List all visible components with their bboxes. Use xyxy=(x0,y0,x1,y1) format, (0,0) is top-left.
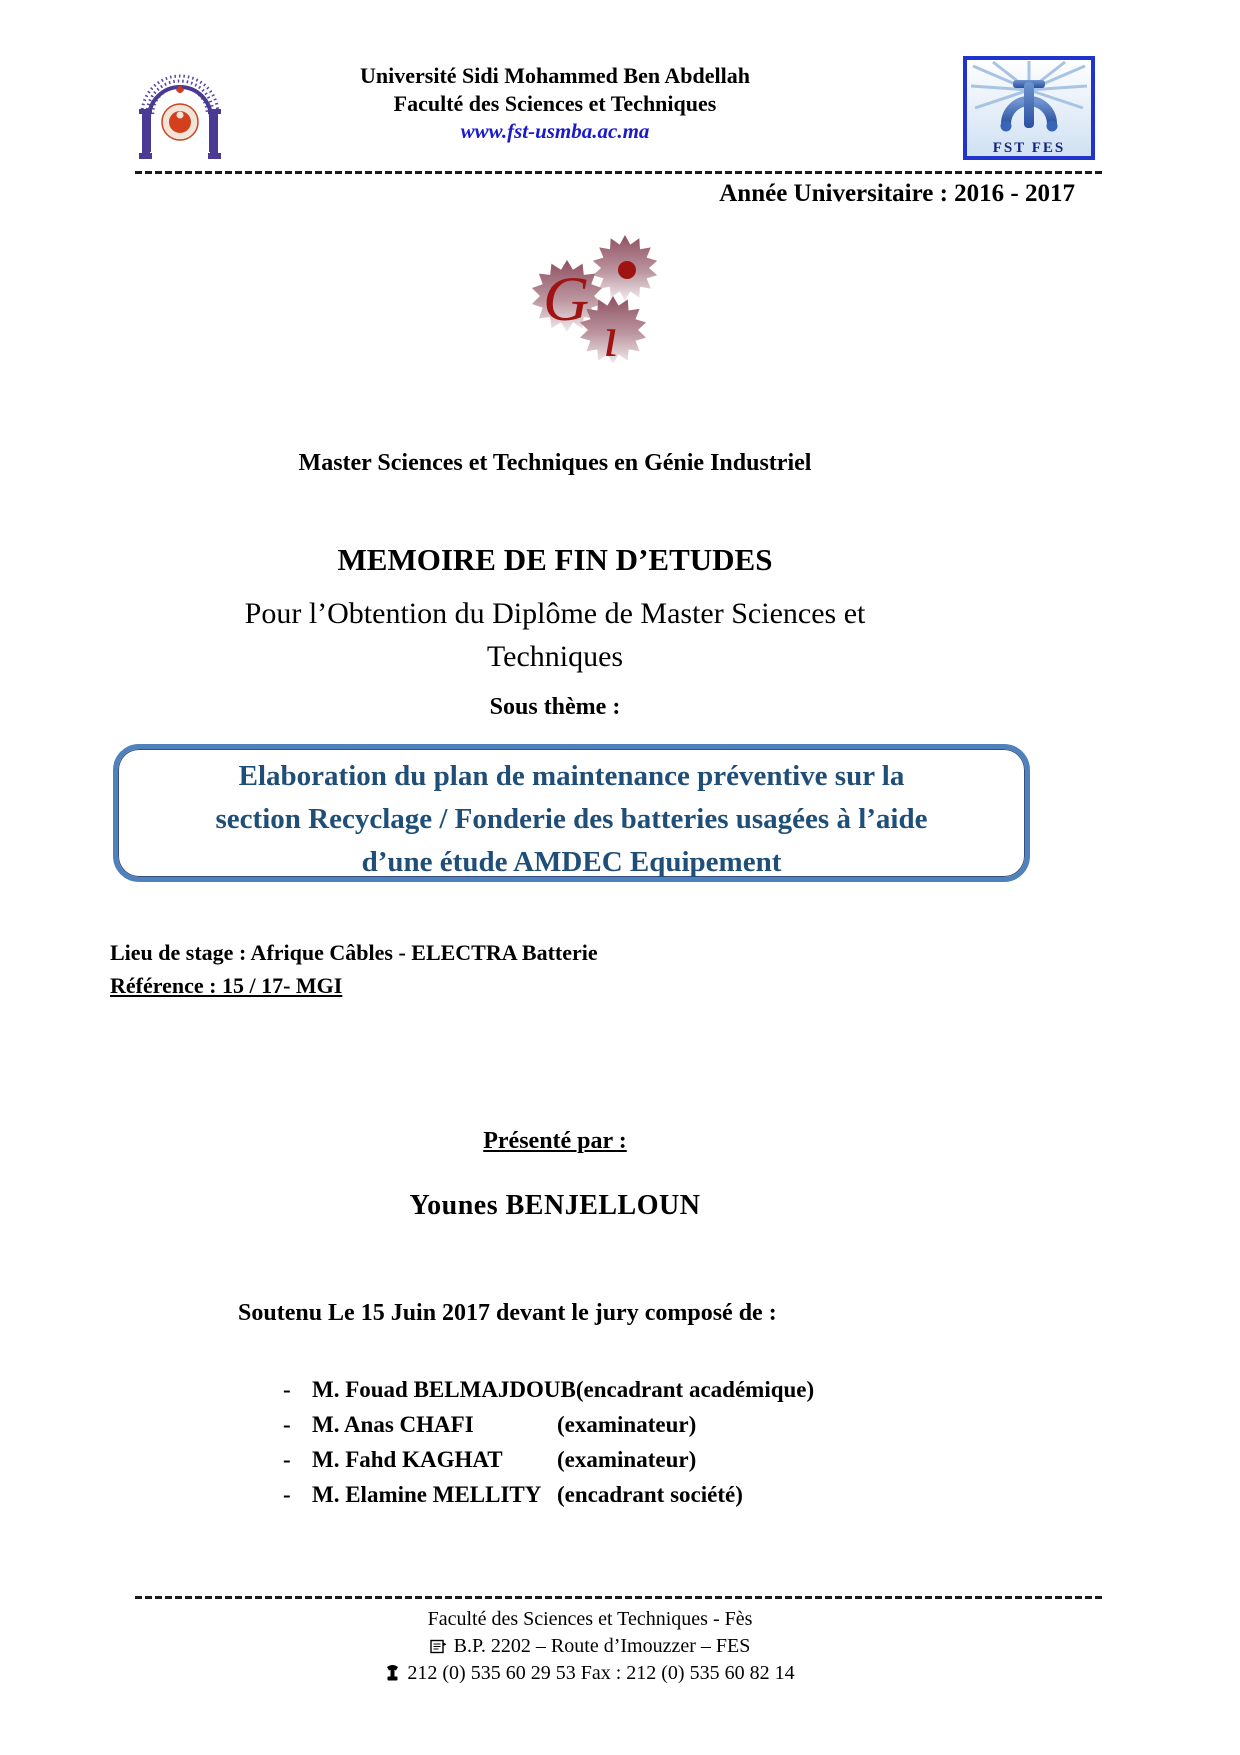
jury-row xyxy=(283,1442,814,1477)
jury-row xyxy=(283,1372,814,1407)
jury-member-role: (encadrant académique) xyxy=(575,1377,815,1402)
jury-bullet: - xyxy=(283,1412,291,1437)
phone-icon xyxy=(385,1664,400,1681)
university-name: Université Sidi Mohammed Ben Abdellah xyxy=(360,63,750,88)
academic-year: Année Universitaire : 2016 - 2017 xyxy=(719,180,1075,207)
fst-fes-logo-icon xyxy=(963,56,1095,160)
presented-by-label: Présenté par : xyxy=(483,1128,627,1154)
theme-line-2: section Recyclage / Fonderie des batteries usagées à l’aide xyxy=(215,803,928,835)
footer-faculty-line: Faculté des Sciences et Techniques - Fès xyxy=(427,1608,753,1630)
footer-phone-text: 212 (0) 535 60 29 53 Fax : 212 (0) 535 60 82 14 xyxy=(407,1662,795,1684)
jury-member-role: (encadrant société) xyxy=(557,1482,743,1507)
internship-location: Lieu de stage : Afrique Câbles - ELECTRA Batterie xyxy=(110,940,598,965)
program-title: Master Sciences et Techniques en Génie Industriel xyxy=(298,450,812,476)
university-emblem-icon xyxy=(128,56,232,166)
jury-row xyxy=(283,1407,814,1442)
jury-member-role: (examinateur) xyxy=(557,1447,697,1472)
jury-member-name: M. Anas CHAFI xyxy=(312,1412,474,1437)
thesis-theme-box xyxy=(113,744,1030,882)
theme-line-1: Elaboration du plan de maintenance préventive sur la xyxy=(238,760,905,792)
reference-number: Référence : 15 / 17- MGI xyxy=(110,973,343,998)
footer-dashed-divider xyxy=(135,1596,1105,1599)
purpose-line-2: Techniques xyxy=(486,640,624,673)
memoire-title: MEMOIRE DE FIN D’ETUDES xyxy=(337,542,773,577)
jury-member-role: (examinateur) xyxy=(557,1412,697,1437)
theme-line-3: d’une étude AMDEC Equipement xyxy=(361,846,782,878)
footer-block xyxy=(105,1606,1075,1687)
gi-letter-g: G xyxy=(543,263,590,334)
footer-address-line xyxy=(105,1633,1075,1660)
website-link[interactable]: www.fst-usmba.ac.ma xyxy=(460,119,650,143)
footer-address-text: B.P. 2202 – Route d’Imouzzer – FES xyxy=(453,1635,751,1657)
jury-member-name: M. Elamine MELLITY xyxy=(312,1482,542,1507)
fst-logo-caption: FST FES xyxy=(992,140,1066,156)
header-dashed-divider xyxy=(135,171,1105,174)
gi-letter-i: ı xyxy=(603,304,620,369)
jury-row xyxy=(283,1477,814,1512)
defense-line: Soutenu Le 15 Juin 2017 devant le jury composé de : xyxy=(238,1300,777,1326)
jury-bullet: - xyxy=(283,1447,291,1472)
jury-bullet: - xyxy=(283,1482,291,1507)
mail-icon xyxy=(430,1639,447,1654)
sous-theme-label: Sous thème : xyxy=(489,694,621,720)
jury-list xyxy=(283,1372,814,1512)
jury-member-name: M. Fouad BELMAJDOUB xyxy=(312,1377,576,1402)
header-text-block xyxy=(260,62,850,145)
faculty-name: Faculté des Sciences et Techniques xyxy=(393,91,717,116)
purpose-line-1: Pour l’Obtention du Diplôme de Master Sciences et xyxy=(244,597,866,630)
jury-member-name: M. Fahd KAGHAT xyxy=(312,1447,503,1472)
jury-bullet: - xyxy=(283,1377,291,1402)
footer-phone-line xyxy=(105,1660,1075,1687)
author-name: Younes BENJELLOUN xyxy=(409,1190,701,1221)
genie-industriel-logo-icon xyxy=(505,234,675,369)
